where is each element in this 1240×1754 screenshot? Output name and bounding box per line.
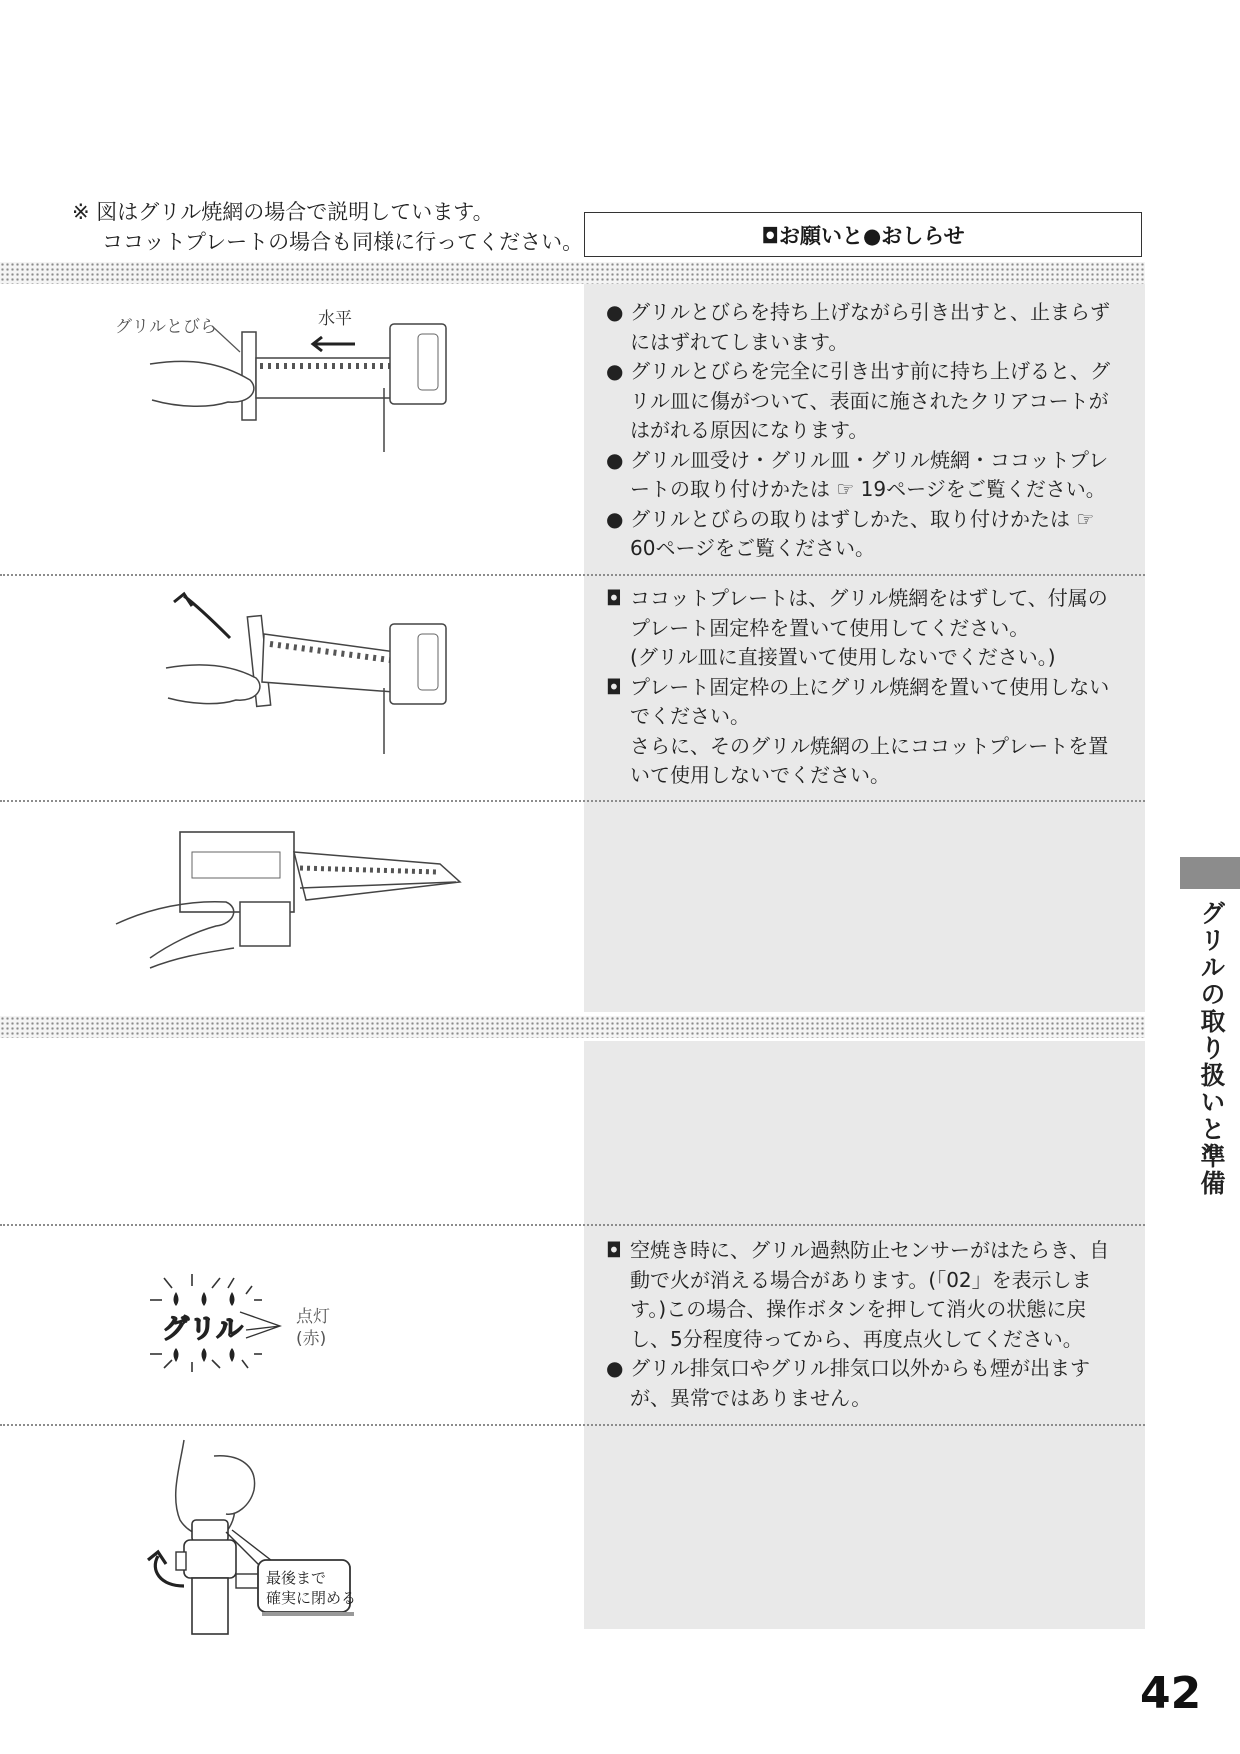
figure-grill-indicator xyxy=(150,1272,370,1372)
red-label: (赤) xyxy=(296,1329,327,1349)
list-item: (グリル皿に直接置いて使用しないでください。) xyxy=(630,645,1056,669)
list-item: ● グリルとびらを完全に引き出す前に持ち上げると、グリル皿に傷がついて、表面に施されたクリアコートがはがれる原因になります。 xyxy=(606,359,1110,442)
section-band-middle xyxy=(0,1016,1145,1038)
door-label: グリルとびら xyxy=(115,317,217,337)
figure-lift-grill-door xyxy=(160,588,460,758)
list-item: ◘ プレート固定枠の上にグリル焼網を置いて使用しないでください。 xyxy=(606,674,1110,728)
lit-label: 点灯 xyxy=(296,1307,330,1327)
row1-notice-list xyxy=(606,298,1126,564)
row-separator xyxy=(0,800,1145,802)
figure-close-valve xyxy=(140,1436,380,1636)
side-tab-marker xyxy=(1180,857,1240,889)
row-separator xyxy=(0,574,1145,576)
arrow-left-icon xyxy=(313,337,355,351)
callout-line1: 最後まで xyxy=(266,1569,327,1587)
list-item: ◘ ココットプレートは、グリル焼網をはずして、付属のプレート固定枠を置いて使用してください。 xyxy=(606,586,1108,640)
list-item: ◘ 空焼き時に、グリル過熱防止センサーがはたらき、自動で火が消える場合があります。(「02」を表示します。)この場合、操作ボタンを押して消火の状態に戻し、5分程度待ってから、再度点火してください。 xyxy=(606,1238,1110,1351)
curved-arrow-icon xyxy=(174,594,230,638)
page-number: 42 xyxy=(1140,1668,1202,1719)
figure-note xyxy=(72,197,583,257)
row-separator xyxy=(0,1224,1145,1226)
list-item: さらに、そのグリル焼網の上にココットプレートを置いて使用しないでください。 xyxy=(630,733,1109,787)
section-band-top xyxy=(0,262,1145,284)
figure-remove-grill-tray xyxy=(110,828,470,978)
side-tab-text: グリルの取り扱いと準備 xyxy=(1197,900,1226,1197)
callout-line2: 確実に閉める xyxy=(266,1589,357,1607)
grill-indicator-text: グリル xyxy=(162,1314,243,1345)
row2-notice-list xyxy=(606,584,1126,791)
figure-note-line1: ※ 図はグリル焼網の場合で説明しています。 xyxy=(72,200,494,224)
hand-icon xyxy=(150,361,254,406)
list-item: ● グリルとびらを持ち上げながら引き出すと、止まらずにはずれてしまいます。 xyxy=(606,300,1110,354)
list-item: ● グリル皿受け・グリル皿・グリル焼網・ココットプレートの取り付けかたは ☞ 19ページをご覧ください。 xyxy=(606,447,1109,501)
hand-icon xyxy=(166,665,260,704)
notice-header: ◘お願いと●おしらせ xyxy=(584,212,1142,257)
list-item: ● グリルとびらの取りはずしかた、取り付けかたは ☞ 60ページをご覧ください。 xyxy=(606,506,1095,560)
horizontal-label: 水平 xyxy=(318,309,352,329)
list-item: ● グリル排気口やグリル排気口以外からも煙が出ますが、異常ではありません。 xyxy=(606,1356,1090,1410)
row5-notice-list xyxy=(606,1236,1126,1413)
row-separator xyxy=(0,1424,1145,1426)
figure-pull-grill-door xyxy=(100,300,480,460)
figure-note-line2: ココットプレートの場合も同様に行ってください。 xyxy=(102,230,584,254)
